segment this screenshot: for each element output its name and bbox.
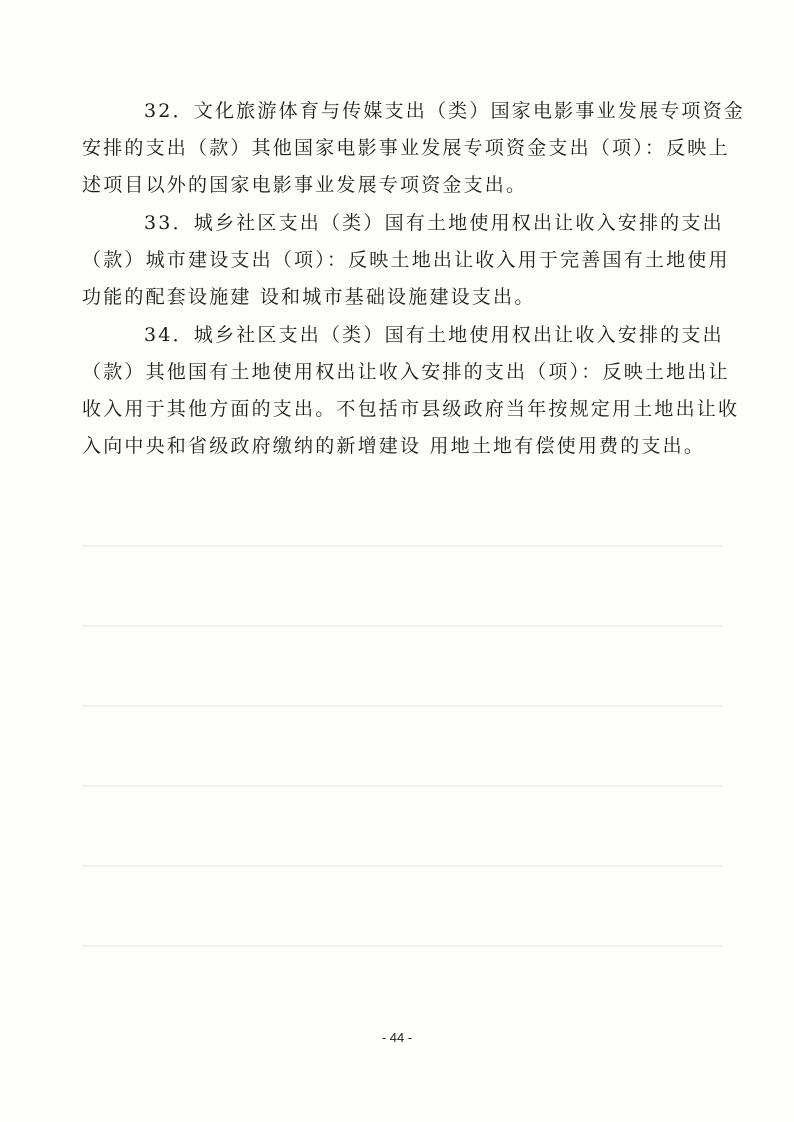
text-line: 述项目以外的国家电影事业发展专项资金支出。	[82, 174, 528, 196]
text-line: （款）城市建设支出（项）：反映土地出让收入用于完善国有土地使用	[82, 249, 730, 271]
text-line: 33．城乡社区支出（类）国有土地使用权出让收入安排的支出	[144, 212, 724, 234]
page-number: - 44 -	[381, 1030, 413, 1045]
paragraph-item-33	[82, 205, 730, 316]
bleed-through-shadow	[82, 705, 722, 707]
text-line: 32．文化旅游体育与传媒支出（类）国家电影事业发展专项资金	[144, 100, 745, 122]
text-line: （款）其他国有土地使用权出让收入安排的支出（项）：反映土地出让	[82, 361, 730, 383]
text-line: 入向中央和省级政府缴纳的新增建设 用地土地有偿使用费的支出。	[82, 435, 706, 457]
bleed-through-shadow	[82, 865, 722, 867]
paragraph-item-32	[82, 93, 745, 204]
text-line: 收入用于其他方面的支出。不包括市县级政府当年按规定用土地出让收	[82, 398, 740, 420]
bleed-through-shadow	[82, 625, 722, 627]
bleed-through-shadow	[82, 545, 722, 547]
text-line: 功能的配套设施建 设和城市基础设施建设支出。	[82, 286, 536, 308]
text-line: 安排的支出（款）其他国家电影事业发展专项资金支出（项）：反映上	[82, 137, 730, 159]
paragraph-item-34	[82, 317, 740, 465]
text-line: 34．城乡社区支出（类）国有土地使用权出让收入安排的支出	[144, 324, 724, 346]
bleed-through-shadow	[82, 945, 722, 947]
bleed-through-shadow	[82, 785, 722, 787]
document-body	[82, 93, 745, 466]
